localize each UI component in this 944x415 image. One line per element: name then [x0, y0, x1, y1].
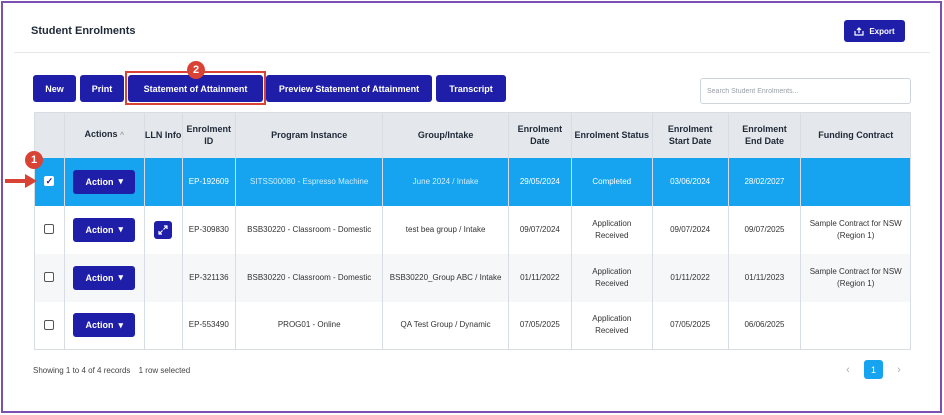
end-date-cell: 28/02/2027	[728, 158, 801, 206]
table-row[interactable]	[35, 206, 911, 254]
caret-down-icon: ▾	[118, 272, 124, 282]
group-cell[interactable]: BSB30220_Group ABC / Intake	[383, 254, 509, 302]
end-date-cell: 09/07/2025	[728, 206, 801, 254]
selected-count: 1 row selected	[138, 366, 191, 375]
actions-header[interactable]: Actions ^	[64, 113, 144, 158]
table-row[interactable]	[35, 158, 911, 206]
program-cell[interactable]: PROG01 - Online	[236, 302, 383, 350]
select-cell[interactable]	[35, 254, 65, 302]
transcript-button[interactable]: Transcript	[436, 75, 506, 102]
lln-cell	[144, 206, 182, 254]
status-cell: Application Received	[571, 254, 652, 302]
funding-cell: Sample Contract for NSW (Region 1)	[801, 206, 911, 254]
group-cell[interactable]: June 2024 / Intake	[383, 158, 509, 206]
funding-cell	[801, 302, 911, 350]
preview-statement-of-attainment-button[interactable]: Preview Statement of Attainment	[266, 75, 432, 102]
enrolment-date-header: Enrolment Date	[508, 113, 571, 158]
table-footer	[33, 366, 190, 375]
group-cell[interactable]: test bea group / Intake	[383, 206, 509, 254]
row-checkbox[interactable]	[44, 272, 54, 282]
enrolment-id-cell: EP-553490	[182, 302, 236, 350]
enrolment-date-cell: 09/07/2024	[508, 206, 571, 254]
step-badge-2: 2	[187, 61, 205, 79]
status-header: Enrolment Status	[571, 113, 652, 158]
page-title: Student Enrolments	[31, 25, 136, 37]
export-button[interactable]	[844, 20, 905, 42]
print-button[interactable]: Print	[80, 75, 124, 102]
enrolment-date-cell: 01/11/2022	[508, 254, 571, 302]
caret-down-icon: ▾	[118, 224, 124, 234]
new-button[interactable]: New	[33, 75, 76, 102]
group-header: Group/Intake	[383, 113, 509, 158]
select-cell[interactable]	[35, 302, 65, 350]
program-cell[interactable]: BSB30220 - Classroom - Domestic	[236, 206, 383, 254]
funding-cell	[801, 158, 911, 206]
lln-header: LLN Info	[144, 113, 182, 158]
enrolment-id-cell: EP-321136	[182, 254, 236, 302]
expand-icon[interactable]	[154, 221, 172, 239]
export-label: Export	[869, 26, 895, 36]
enrolments-table	[34, 112, 911, 350]
caret-down-icon: ▾	[118, 176, 124, 186]
action-dropdown-button[interactable]: Action ▾	[73, 313, 135, 337]
lln-cell	[144, 302, 182, 350]
enrolment-date-cell: 29/05/2024	[508, 158, 571, 206]
select-cell[interactable]	[35, 206, 65, 254]
lln-cell	[144, 254, 182, 302]
enrolment-date-cell: 07/05/2025	[508, 302, 571, 350]
end-date-cell: 06/06/2025	[728, 302, 801, 350]
table-row[interactable]	[35, 254, 911, 302]
enrolment-id-header: Enrolment ID	[182, 113, 236, 158]
funding-header: Funding Contract	[801, 113, 911, 158]
action-dropdown-button[interactable]: Action ▾	[73, 218, 135, 242]
row-checkbox[interactable]	[44, 320, 54, 330]
pointer-arrow-icon	[3, 173, 39, 189]
prev-page-icon[interactable]: ‹	[846, 363, 850, 376]
status-cell: Application Received	[571, 206, 652, 254]
next-page-icon[interactable]: ›	[897, 363, 901, 376]
table-header-row	[35, 113, 911, 158]
status-cell: Completed	[571, 158, 652, 206]
pagination	[842, 360, 905, 379]
records-count: Showing 1 to 4 of 4 records	[33, 366, 131, 375]
select-header	[35, 113, 65, 158]
lln-cell	[144, 158, 182, 206]
start-date-cell: 01/11/2022	[652, 254, 728, 302]
start-date-cell: 07/05/2025	[652, 302, 728, 350]
actions-cell	[64, 302, 144, 350]
program-header: Program Instance	[236, 113, 383, 158]
sort-icon: ^	[119, 132, 125, 140]
actions-cell	[64, 158, 144, 206]
row-checkbox[interactable]: ✓	[45, 176, 54, 187]
program-cell[interactable]: BSB30220 - Classroom - Domestic	[236, 254, 383, 302]
end-date-cell: 01/11/2023	[728, 254, 801, 302]
header-divider	[14, 52, 930, 53]
group-cell[interactable]: QA Test Group / Dynamic	[383, 302, 509, 350]
enrolment-id-cell: EP-309830	[182, 206, 236, 254]
enrolment-id-cell: EP-192609	[182, 158, 236, 206]
status-cell: Application Received	[571, 302, 652, 350]
actions-cell	[64, 254, 144, 302]
program-cell[interactable]: SITSS00080 - Espresso Machine	[236, 158, 383, 206]
end-date-header: Enrolment End Date	[728, 113, 801, 158]
statement-of-attainment-button[interactable]: Statement of Attainment	[128, 75, 263, 102]
funding-cell: Sample Contract for NSW (Region 1)	[801, 254, 911, 302]
actions-cell	[64, 206, 144, 254]
action-dropdown-button[interactable]: Action ▾	[73, 170, 135, 194]
table-row[interactable]	[35, 302, 911, 350]
action-dropdown-button[interactable]: Action ▾	[73, 266, 135, 290]
start-date-header: Enrolment Start Date	[652, 113, 728, 158]
search-input[interactable]	[700, 78, 911, 104]
page-number-button[interactable]: 1	[864, 360, 883, 379]
step-badge-1: 1	[25, 151, 43, 169]
row-checkbox[interactable]	[44, 224, 54, 234]
start-date-cell: 03/06/2024	[652, 158, 728, 206]
start-date-cell: 09/07/2024	[652, 206, 728, 254]
caret-down-icon: ▾	[118, 319, 124, 330]
export-icon	[854, 27, 864, 36]
